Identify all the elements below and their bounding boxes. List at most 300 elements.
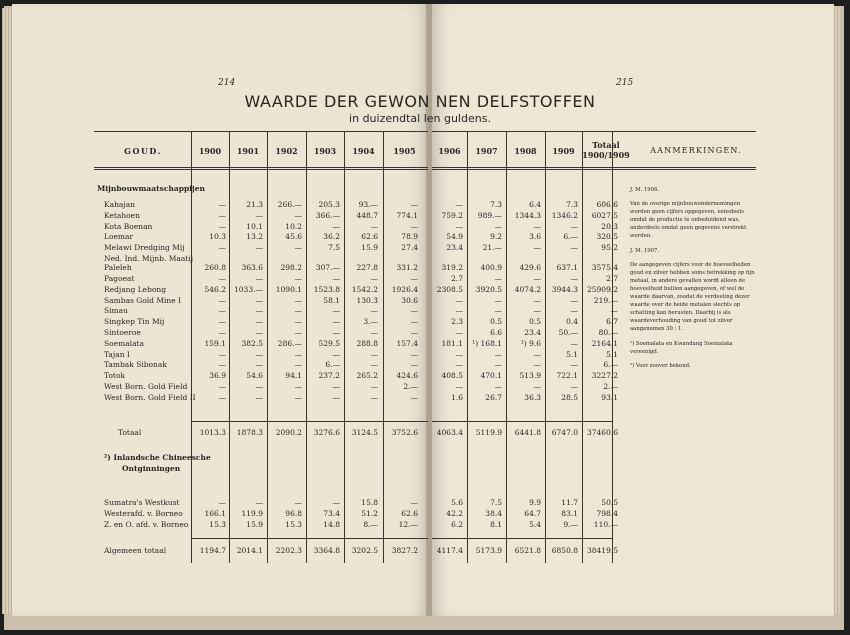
table-cell: — (455, 221, 463, 231)
table-cell: — (455, 349, 463, 359)
row-label: Singkep Tin Mij (104, 317, 165, 327)
table-cell: 5.4 (529, 520, 541, 529)
table-cell: — (218, 498, 226, 507)
table-cell: — (410, 221, 418, 231)
table-cell: — (570, 295, 578, 305)
table-cell: 3575.4 (591, 263, 618, 272)
row-label: West Born. Gold Field II (104, 392, 196, 402)
table-cell: 50.5 (601, 498, 618, 507)
table-cell: 15.8 (361, 498, 378, 507)
table-cell: 27.4 (401, 243, 418, 253)
table-cell: — (494, 349, 502, 359)
table-cell: — (533, 382, 541, 391)
table-cell: — (218, 200, 226, 209)
table-cell: 237.2 (318, 371, 340, 381)
table-cell: 45.6 (285, 232, 302, 242)
table-cell: — (218, 328, 226, 337)
table-cell: — (255, 498, 263, 507)
table-cell: 3944.3 (551, 284, 578, 294)
table-cell: 37460.6 (586, 428, 618, 437)
table-cell: 363.6 (241, 263, 263, 272)
column-rule (545, 131, 546, 563)
table-cell: — (332, 328, 340, 337)
table-cell: 286.— (277, 338, 302, 348)
table-cell: — (218, 274, 226, 283)
table-cell: 429.6 (519, 263, 541, 272)
table-cell: — (494, 274, 502, 283)
header-bottom-rule-2 (94, 169, 428, 170)
table-cell: — (294, 243, 302, 253)
table-cell: 54.6 (246, 371, 263, 381)
table-cell: 6027.5 (591, 210, 618, 220)
table-cell: — (370, 360, 378, 370)
table-cell: 1013.3 (199, 428, 226, 437)
header-total-range: 1900/1909 (582, 150, 630, 160)
table-cell: — (370, 274, 378, 283)
table-cell: — (294, 349, 302, 359)
table-cell: 15.9 (361, 243, 378, 253)
table-cell: — (218, 243, 226, 253)
header-year: 1905 (393, 146, 416, 156)
table-cell: — (410, 200, 418, 209)
table-cell: — (533, 274, 541, 283)
table-cell: — (570, 306, 578, 316)
table-cell: 2.— (403, 382, 418, 391)
table-cell: 3.6 (529, 232, 541, 242)
row-label: Kahajan (104, 200, 136, 209)
table-cell: 15.3 (209, 520, 226, 529)
table-cell: 798.4 (596, 509, 618, 518)
table-cell: 2.7 (451, 274, 463, 283)
table-cell: — (218, 349, 226, 359)
row-label: Ketahoen (104, 210, 140, 220)
table-cell: 7.3 (490, 200, 502, 209)
header-year: 1907 (475, 146, 498, 156)
table-cell: — (218, 221, 226, 231)
table-cell: 529.5 (318, 338, 340, 348)
table-cell: 78.9 (401, 232, 418, 242)
table-cell: 80.— (598, 328, 618, 337)
table-cell: — (332, 221, 340, 231)
table-cell: — (455, 328, 463, 337)
table-cell: 25909.2 (586, 284, 618, 294)
header-year: 1908 (514, 146, 537, 156)
page-subtitle (300, 112, 540, 125)
table-cell: 989.— (477, 210, 502, 220)
table-cell: 227.8 (356, 263, 378, 272)
title-left: WAARDE DER GEWON (244, 92, 430, 111)
table-cell: 0.5 (529, 317, 541, 327)
subtotal-rule-right (432, 421, 612, 422)
table-cell: — (255, 392, 263, 402)
table-cell: 4117.4 (436, 546, 463, 555)
title-right: NEN DELFSTOFFEN (435, 92, 596, 111)
table-cell: — (410, 306, 418, 316)
table-cell: 0.4 (566, 317, 578, 327)
table-cell: 1878.3 (236, 428, 263, 437)
table-cell: — (570, 243, 578, 253)
row-label: Redjang Lebong (104, 284, 167, 294)
table-cell: 3920.5 (475, 284, 502, 294)
table-cell: — (494, 360, 502, 370)
row-label: West Born. Gold Field (104, 382, 188, 391)
table-cell: — (332, 498, 340, 507)
table-cell: 3227.2 (591, 371, 618, 381)
table-cell: 6.— (325, 360, 340, 370)
table-cell: 38419.5 (586, 546, 618, 555)
table-cell: 6.— (603, 360, 618, 370)
table-cell: — (332, 306, 340, 316)
header-year: 1906 (438, 146, 461, 156)
table-cell: 4063.4 (436, 428, 463, 437)
table-cell: — (455, 200, 463, 209)
table-cell: 2.— (603, 382, 618, 391)
table-cell: 4074.2 (514, 284, 541, 294)
table-cell: 14.8 (323, 520, 340, 529)
table-cell: 15.3 (285, 520, 302, 529)
table-cell: 288.8 (356, 338, 378, 348)
column-rule (267, 131, 268, 563)
column-rule (191, 131, 192, 563)
table-cell: — (494, 382, 502, 391)
table-cell: — (294, 274, 302, 283)
table-cell: 513.9 (519, 371, 541, 381)
table-cell: 6.2 (451, 520, 463, 529)
table-cell: — (570, 221, 578, 231)
table-cell: — (494, 295, 502, 305)
table-cell: — (218, 360, 226, 370)
subtitle-left: in duizendtal (349, 112, 421, 125)
group-heading: ²) Inlandsche Chineesche (104, 453, 211, 462)
table-cell: 606.6 (596, 200, 618, 209)
table-cell: ¹) 9.6 (520, 338, 541, 348)
table-cell: 319.2 (441, 263, 463, 272)
table-cell: 58.1 (323, 295, 340, 305)
table-cell: 12.— (398, 520, 418, 529)
header-year: 1909 (552, 146, 575, 156)
table-cell: 36.3 (524, 392, 541, 402)
table-cell: 424.6 (396, 371, 418, 381)
table-cell: — (370, 382, 378, 391)
table-cell: 95.2 (601, 243, 618, 253)
table-cell: — (255, 306, 263, 316)
header-bottom-rule (94, 167, 428, 168)
table-cell: 42.2 (446, 509, 463, 518)
table-cell: 36.9 (209, 371, 226, 381)
table-cell: — (255, 274, 263, 283)
table-cell: 6747.0 (551, 428, 578, 437)
table-cell: 5.1 (606, 349, 618, 359)
table-cell: — (455, 382, 463, 391)
table-cell: — (533, 221, 541, 231)
table-cell: — (410, 328, 418, 337)
table-cell: 266.— (277, 200, 302, 209)
table-cell: — (370, 306, 378, 316)
table-cell: 21.3 (246, 200, 263, 209)
table-cell: — (370, 328, 378, 337)
table-cell: 331.2 (396, 263, 418, 272)
grandtotal-rule (191, 538, 428, 539)
table-cell: — (332, 382, 340, 391)
table-cell: 2014.1 (236, 546, 263, 555)
row-label-cont: Paleleh (104, 263, 132, 272)
table-cell: — (370, 221, 378, 231)
table-cell: 3.— (363, 317, 378, 327)
table-cell: — (218, 382, 226, 391)
page-number-left: 214 (218, 78, 236, 88)
table-cell: — (218, 210, 226, 220)
row-label: Soemalata (104, 338, 145, 348)
table-cell: — (455, 295, 463, 305)
header-total: Totaal (592, 140, 620, 150)
table-cell: — (255, 295, 263, 305)
table-cell: 21.— (482, 243, 502, 253)
table-cell: — (255, 349, 263, 359)
table-cell: 6521.8 (514, 546, 541, 555)
table-cell: 6.4 (529, 200, 541, 209)
page-edges-left (2, 8, 12, 614)
table-cell: 9.2 (490, 232, 502, 242)
table-cell: — (218, 392, 226, 402)
table-cell: — (533, 306, 541, 316)
table-cell: 7.3 (566, 200, 578, 209)
row-label: Melawi Dredging Mij (104, 243, 185, 253)
table-cell: 157.4 (396, 338, 418, 348)
table-cell: — (294, 306, 302, 316)
table-cell: — (455, 306, 463, 316)
column-rule (344, 131, 345, 563)
table-cell: 2164.1 (591, 338, 618, 348)
table-cell: 28.5 (561, 392, 578, 402)
table-cell: 6.— (563, 232, 578, 242)
subtitle-right: len guldens. (423, 112, 491, 125)
column-rule (229, 131, 230, 563)
table-cell: 51.2 (361, 509, 378, 518)
table-cell: 2090.2 (275, 428, 302, 437)
table-cell: 408.5 (441, 371, 463, 381)
table-cell: 470.1 (480, 371, 502, 381)
group-heading-cont: Ontginningen (122, 464, 181, 473)
table-cell: — (218, 317, 226, 327)
header-year: 1904 (352, 146, 375, 156)
table-cell: 181.1 (441, 338, 463, 348)
table-cell: — (570, 274, 578, 283)
row-label: Z. en O. afd. v. Borneo (104, 520, 189, 529)
table-cell: — (410, 349, 418, 359)
table-cell: 260.8 (204, 263, 226, 272)
table-cell: 1090.1 (275, 284, 302, 294)
table-cell: 5173.9 (475, 546, 502, 555)
column-rule (306, 131, 307, 563)
group-heading: Mijnbouwmaatschappijen (97, 184, 205, 193)
table-cell: 6441.8 (514, 428, 541, 437)
table-cell: 1542.2 (351, 284, 378, 294)
table-cell: 159.1 (204, 338, 226, 348)
table-cell: — (255, 210, 263, 220)
table-cell: — (294, 360, 302, 370)
table-cell: — (570, 338, 578, 348)
table-cell: 2.7 (606, 274, 618, 283)
table-top-rule-right (432, 131, 756, 132)
row-label: Sambas Gold Mine I (104, 295, 182, 305)
table-cell: — (370, 392, 378, 402)
table-cell: — (218, 306, 226, 316)
row-label: Sintoeroe (104, 328, 141, 337)
header-remarks: AANMERKINGEN. (650, 146, 742, 155)
table-cell: — (218, 295, 226, 305)
table-cell: 11.7 (561, 498, 578, 507)
table-cell: — (294, 317, 302, 327)
table-cell: — (255, 328, 263, 337)
table-cell: 5.6 (451, 498, 463, 507)
table-cell: 382.5 (241, 338, 263, 348)
table-cell: 205.3 (318, 200, 340, 209)
remark: ¹) Soemalata en Kwandang Soemalata vereenigd. (630, 340, 733, 355)
table-cell: — (255, 317, 263, 327)
table-cell: 62.6 (361, 232, 378, 242)
table-cell: 1344.3 (514, 210, 541, 220)
table-cell: — (410, 317, 418, 327)
grandtotal-rule-right (432, 538, 612, 539)
table-cell: 3124.5 (351, 428, 378, 437)
table-cell: — (294, 392, 302, 402)
remark: J. M. 1906. (630, 187, 660, 193)
table-cell: 93.1 (601, 392, 618, 402)
table-cell: 3752.6 (391, 428, 418, 437)
table-cell: — (533, 295, 541, 305)
table-cell: 93.— (358, 200, 378, 209)
table-cell: — (294, 382, 302, 391)
table-cell: 10.3 (209, 232, 226, 242)
table-cell: 0.5 (490, 317, 502, 327)
table-cell: — (255, 382, 263, 391)
row-label: Totok (104, 371, 126, 381)
table-cell: 5.1 (566, 349, 578, 359)
table-cell: — (570, 360, 578, 370)
column-rule (467, 131, 468, 563)
table-cell: 759.2 (441, 210, 463, 220)
table-cell: 8.— (363, 520, 378, 529)
table-cell: — (410, 392, 418, 402)
row-label: Westerafd. v. Borneo (104, 509, 183, 518)
table-top-rule (94, 131, 428, 132)
header-commodity: GOUD. (124, 146, 162, 156)
table-cell: 13.2 (246, 232, 263, 242)
table-cell: — (294, 328, 302, 337)
table-cell: 3202.5 (351, 546, 378, 555)
table-cell: — (332, 317, 340, 327)
table-cell: 366.— (315, 210, 340, 220)
page-number-right: 215 (616, 78, 634, 88)
table-cell: 2202.3 (275, 546, 302, 555)
header-year: 1902 (275, 146, 298, 156)
table-cell: 9.— (563, 520, 578, 529)
table-cell: 722.1 (556, 371, 578, 381)
remark: ²) Voor zoover bekend. (630, 362, 691, 369)
table-cell: 6.7 (606, 317, 618, 327)
table-cell: — (410, 360, 418, 370)
table-cell: 400.9 (480, 263, 502, 272)
table-cell: 20.3 (601, 221, 618, 231)
table-cell: — (610, 306, 618, 316)
table-cell: 38.4 (485, 509, 502, 518)
table-cell: — (455, 360, 463, 370)
table-cell: 54.9 (446, 232, 463, 242)
table-cell: 774.1 (396, 210, 418, 220)
header-year: 1901 (236, 146, 260, 156)
table-cell: 5119.9 (475, 428, 502, 437)
row-label: Pagoeat (104, 274, 135, 283)
table-cell: 1194.7 (199, 546, 226, 555)
header-year: 1903 (313, 146, 337, 156)
table-cell: 83.1 (561, 509, 578, 518)
column-rule (383, 131, 384, 563)
table-cell: — (294, 498, 302, 507)
row-label: Loemar (104, 232, 134, 242)
header-bottom-rule-2-right (432, 169, 756, 170)
table-cell: 1523.8 (313, 284, 340, 294)
table-cell: — (410, 274, 418, 283)
table-cell: 166.1 (204, 509, 226, 518)
table-cell: — (494, 221, 502, 231)
table-cell: — (255, 243, 263, 253)
table-cell: — (332, 392, 340, 402)
table-cell: 119.9 (241, 509, 263, 518)
table-cell: 2.3 (451, 317, 463, 327)
table-cell: 7.5 (490, 498, 502, 507)
table-cell: 96.8 (285, 509, 302, 518)
page-title (230, 92, 610, 111)
table-cell: 320.5 (596, 232, 618, 242)
table-cell: — (294, 295, 302, 305)
table-cell: 23.4 (446, 243, 463, 253)
table-cell: 3827.2 (391, 546, 418, 555)
table-cell: 10.1 (246, 221, 263, 231)
table-cell: 307.— (315, 263, 340, 272)
table-cell: 2308.5 (436, 284, 463, 294)
table-cell: 130.3 (356, 295, 378, 305)
table-cell: 7.5 (328, 243, 340, 253)
table-cell: — (533, 349, 541, 359)
table-cell: 50.— (558, 328, 578, 337)
table-cell: 64.7 (524, 509, 541, 518)
table-cell: 26.7 (485, 392, 502, 402)
page-edges-right (834, 8, 840, 614)
row-label: Kota Boenan (104, 221, 153, 231)
table-cell: 6850.8 (551, 546, 578, 555)
table-cell: 219.— (593, 295, 618, 305)
table-cell: 546.2 (204, 284, 226, 294)
row-label: Simau (104, 306, 128, 316)
header-year: 1900 (198, 146, 222, 156)
row-label: Sumatra's Westkust (104, 498, 180, 507)
row-label: Algemeen totaal (104, 546, 167, 555)
table-cell: — (494, 306, 502, 316)
table-cell: — (533, 243, 541, 253)
table-cell: 1346.2 (551, 210, 578, 220)
table-cell: 110.— (593, 520, 618, 529)
table-cell: — (294, 210, 302, 220)
remark: Van de overige mijnbouwondernemingen worden geen cijfers opgegeven, eensdeels omdat de productie te onbeduidend was, anderdeels omdat geen gegevens verstrekt werden. (630, 201, 747, 240)
table-cell: 298.2 (280, 263, 302, 272)
table-cell: — (410, 498, 418, 507)
table-cell: 36.2 (323, 232, 340, 242)
table-cell: 448.7 (356, 210, 378, 220)
table-cell: 9.9 (529, 498, 541, 507)
column-rule (506, 131, 507, 563)
table-cell: 73.4 (323, 509, 340, 518)
table-cell: 15.9 (246, 520, 263, 529)
